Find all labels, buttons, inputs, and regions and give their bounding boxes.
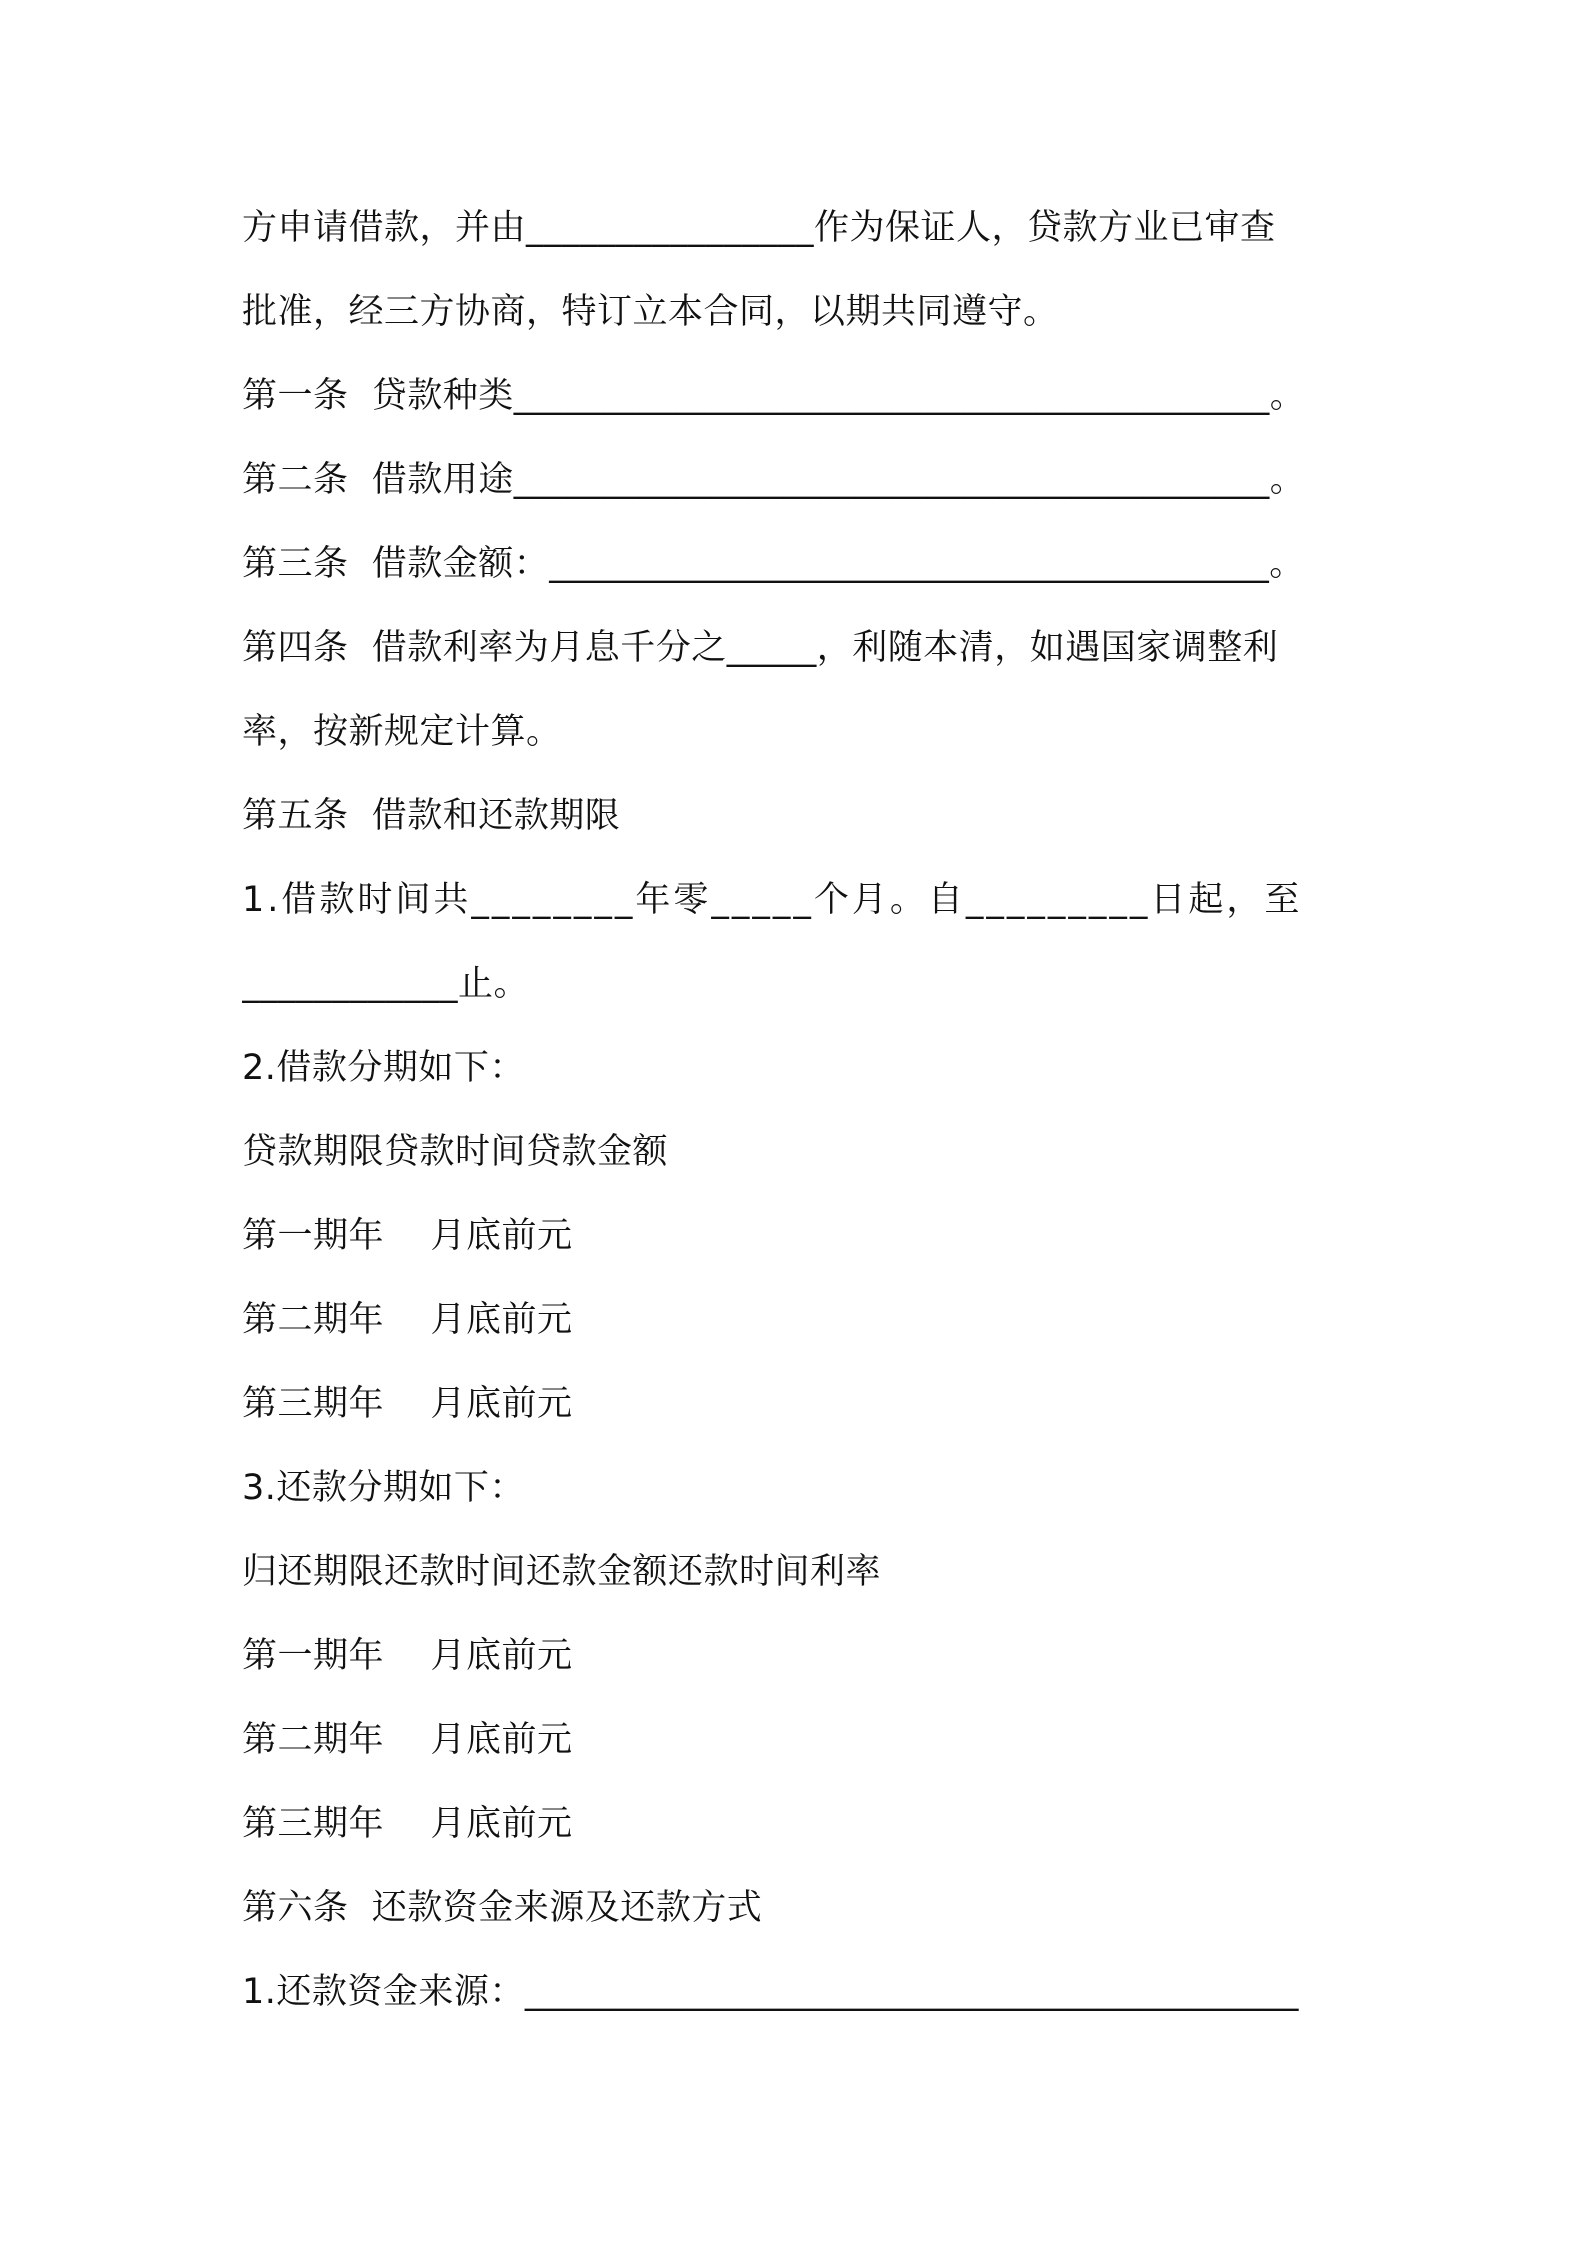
article-2-loan-purpose: 第二条 借款用途__________________________________________。 [242,460,1306,500]
article-1-loan-type: 第一条 贷款种类__________________________________________。 [242,376,1306,416]
loan-table-row: 第一期年 月底前元 [242,1216,573,1256]
loan-table-header: 贷款期限贷款时间贷款金额 [242,1132,669,1172]
loan-table-row: 第三期年 月底前元 [242,1384,573,1424]
paragraph-line: 批准，经三方协商，特订立本合同，以期共同遵守。 [242,292,1059,332]
repayment-installments-heading: 3.还款分期如下： [242,1468,525,1508]
article-4-interest-rate: 第四条 借款利率为月息千分之_____，利随本清，如遇国家调整利 [242,628,1279,668]
article-3-loan-amount: 第三条 借款金额：________________________________________。 [242,544,1305,584]
loan-duration-line: 1.借款时间共________年零_____个月。自_________日起，至 [242,880,1303,920]
paragraph-line: 率，按新规定计算。 [242,712,562,752]
paragraph-line: ____________止。 [242,964,530,1004]
repayment-table-header: 归还期限还款时间还款金额还款时间利率 [242,1552,882,1592]
repayment-table-row: 第三期年 月底前元 [242,1804,573,1844]
repayment-table-row: 第一期年 月底前元 [242,1636,573,1676]
loan-table-row: 第二期年 月底前元 [242,1300,573,1340]
paragraph-line: 方申请借款，并由________________作为保证人，贷款方业已审查 [242,208,1276,248]
loan-installments-heading: 2.借款分期如下： [242,1048,525,1088]
article-5-heading: 第五条 借款和还款期限 [242,796,621,836]
article-6-heading: 第六条 还款资金来源及还款方式 [242,1888,763,1928]
repayment-source-line: 1.还款资金来源：___________________________________________ [242,1972,1299,2012]
repayment-table-row: 第二期年 月底前元 [242,1720,573,1760]
